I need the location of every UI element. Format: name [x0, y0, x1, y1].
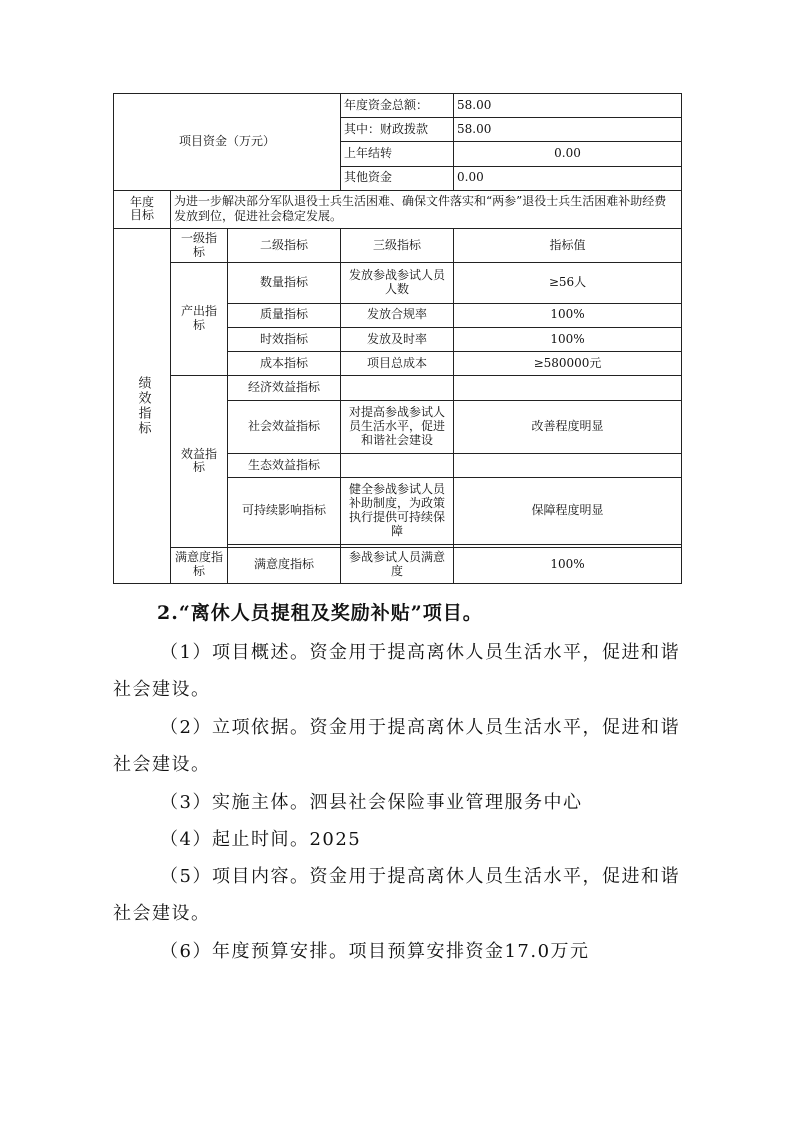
table-row-l2: 时效指标 — [228, 327, 341, 351]
table-row-value — [454, 453, 682, 477]
funds-label: 项目资金（万元） — [114, 94, 341, 191]
annual-goal-text: 为进一步解决部分军队退役士兵生活困难、确保文件落实和“两参”退役士兵生活困难补助经费发放到位，促进社会稳定发展。 — [171, 190, 682, 228]
table-row-value — [454, 376, 682, 401]
other-funds-label: 其他资金 — [341, 166, 454, 190]
table-row-l2: 经济效益指标 — [228, 376, 341, 401]
paragraph-period: （4）起止时间。2025 — [160, 829, 362, 850]
section-heading: 2.“离休人员提租及奖励补贴”项目。 — [157, 602, 483, 624]
project-table — [113, 93, 682, 584]
table-row-l3: 项目总成本 — [341, 352, 454, 376]
table-row-l3 — [341, 376, 454, 401]
header-level1: 一级指标 — [171, 229, 228, 263]
paragraph-budget: （6）年度预算安排。项目预算安排资金17.0万元 — [160, 941, 590, 962]
table-row-l3: 健全参战参试人员补助制度，为政策执行提供可持续保障 — [341, 478, 454, 545]
table-row-l2: 数量指标 — [228, 263, 341, 303]
table-row-value: ≥580000元 — [454, 352, 682, 376]
fiscal-value: 58.00 — [454, 118, 682, 142]
paragraph-content: （5）项目内容。资金用于提高离休人员生活水平，促进和谐社会建设。 — [113, 866, 680, 924]
table-row-l2: 社会效益指标 — [228, 401, 341, 453]
header-value: 指标值 — [454, 229, 682, 263]
table-row-l2: 满意度指标 — [228, 547, 341, 583]
paragraph-overview: （1）项目概述。资金用于提高离休人员生活水平，促进和谐社会建设。 — [113, 642, 680, 700]
table-row-value: 改善程度明显 — [454, 401, 682, 453]
carryover-label: 上年结转 — [341, 142, 454, 166]
table-row-l3: 发放及时率 — [341, 327, 454, 351]
table-row-l2: 质量指标 — [228, 303, 341, 327]
table-row-l3: 发放参战参试人员人数 — [341, 263, 454, 303]
paragraph-implementer: （3）实施主体。泗县社会保险事业管理服务中心 — [160, 792, 583, 813]
performance-label: 绩效指标 — [114, 229, 171, 584]
table-row-l3: 发放合规率 — [341, 303, 454, 327]
annual-goal-label: 年度目标 — [114, 190, 171, 228]
table-row-l2: 成本指标 — [228, 352, 341, 376]
table-row-l2: 生态效益指标 — [228, 453, 341, 477]
table-row-value: 100% — [454, 327, 682, 351]
fiscal-label: 其中：财政拨款 — [341, 118, 454, 142]
annual-total-value: 58.00 — [454, 94, 682, 118]
table-row-value: 100% — [454, 303, 682, 327]
table-row-value: ≥56人 — [454, 263, 682, 303]
table-row-l3: 对提高参战参试人员生活水平，促进和谐社会建设 — [341, 401, 454, 453]
header-level3: 三级指标 — [341, 229, 454, 263]
satisfaction-label: 满意度指标 — [171, 547, 228, 583]
benefit-label: 效益指标 — [171, 376, 228, 547]
annual-total-label: 年度资金总额： — [341, 94, 454, 118]
table-row-l3: 参战参试人员满意度 — [341, 547, 454, 583]
paragraph-basis: （2）立项依据。资金用于提高离休人员生活水平，促进和谐社会建设。 — [113, 717, 680, 775]
carryover-value: 0.00 — [454, 142, 682, 166]
output-label: 产出指标 — [171, 263, 228, 376]
table-row-value: 保障程度明显 — [454, 478, 682, 545]
header-level2: 二级指标 — [228, 229, 341, 263]
table-row-value: 100% — [454, 547, 682, 583]
other-funds-value: 0.00 — [454, 166, 682, 190]
table-row-l3 — [341, 453, 454, 477]
table-row-l2: 可持续影响指标 — [228, 478, 341, 545]
